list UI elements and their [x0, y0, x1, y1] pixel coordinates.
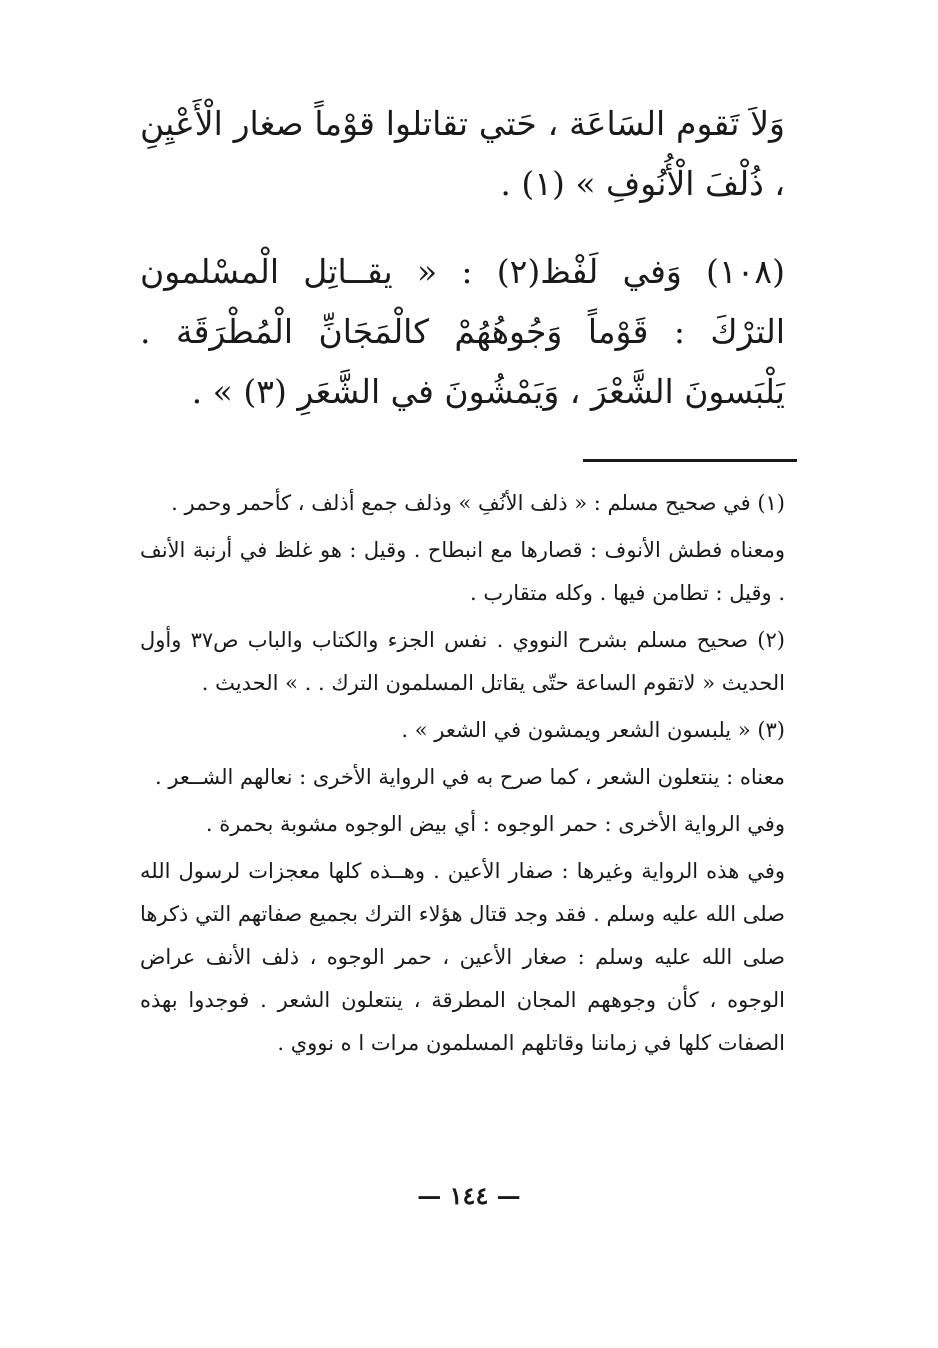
footnote-1: (١) في صحيح مسلم : « ذلف الأنُفِ » وذلف جمع أذلف ، كأحمر وحمر .	[171, 491, 785, 515]
footnotes-section	[140, 482, 785, 1069]
footnote-2: (٢) صحيح مسلم بشرح النووي . نفس الجزء والكتاب والباب ص٣٧ وأول الحديث « لاتقوم الساعة حتّى يقاتل المسلمون الترك . . » الحديث .	[140, 628, 785, 695]
footnote-3-meaning: معناه : ينتعلون الشعر ، كما صرح به في الرواية الأخرى : نعالهم الشــعر .	[154, 765, 785, 789]
footnote-3: (٣) « يلبسون الشعر ويمشون في الشعر » .	[401, 718, 785, 742]
hadith-text-paragraph: وَلاَ تَقوم السَاعَة ، حَتي تقاتلوا قوْماً صغار الْأَعْيِنِ ، ذُلْفَ الْأُنُوفِ » (١) .	[140, 104, 785, 203]
footnote-3-commentary: وفي هذه الرواية وغيرها : صفار الأعين . وهــذه كلها معجزات لرسول الله صلى الله عليه وسلم . فقد وجد قتال هؤلاء الترك بجميع صفاتهم التي ذكرها صلى الله عليه وسلم : صغار الأعين ، حمر الوجوه ، ذلف الأنف عراض الوجوه ، كأن وجوههم المجان المطرقة ، ينتعلون الشعر . فوجدوا بهذه الصفات كلها في زماننا وقاتلهم المسلمون مرات ا ه نووي .	[140, 859, 785, 1055]
footnote-1-explanation: ومعناه فطش الأنوف : قصارها مع انبطاح . وقيل : هو غلظ في أرنبة الأنف . وقيل : تطامن فيها . وكله متقارب .	[140, 538, 785, 605]
page-number: — ١٤٤ —	[417, 1181, 521, 1210]
footnote-3-other-narration: وفي الرواية الأخرى : حمر الوجوه : أي بيض الوجوه مشوبة بحمرة .	[205, 812, 785, 836]
footnote-separator	[583, 459, 797, 462]
hadith-108-paragraph: (١٠٨) وَفي لَفْظ(٢) : « يقــاتِل الْمسْلمون الترْكَ : قَوْماً وَجُوهُهُمْ كالْمَجَانِّ الْمُطْرَقَة . يَلْبَسونَ الشَّعْرَ ، وَيَمْشُونَ في الشَّعَرِ (٣) » .	[140, 252, 785, 411]
